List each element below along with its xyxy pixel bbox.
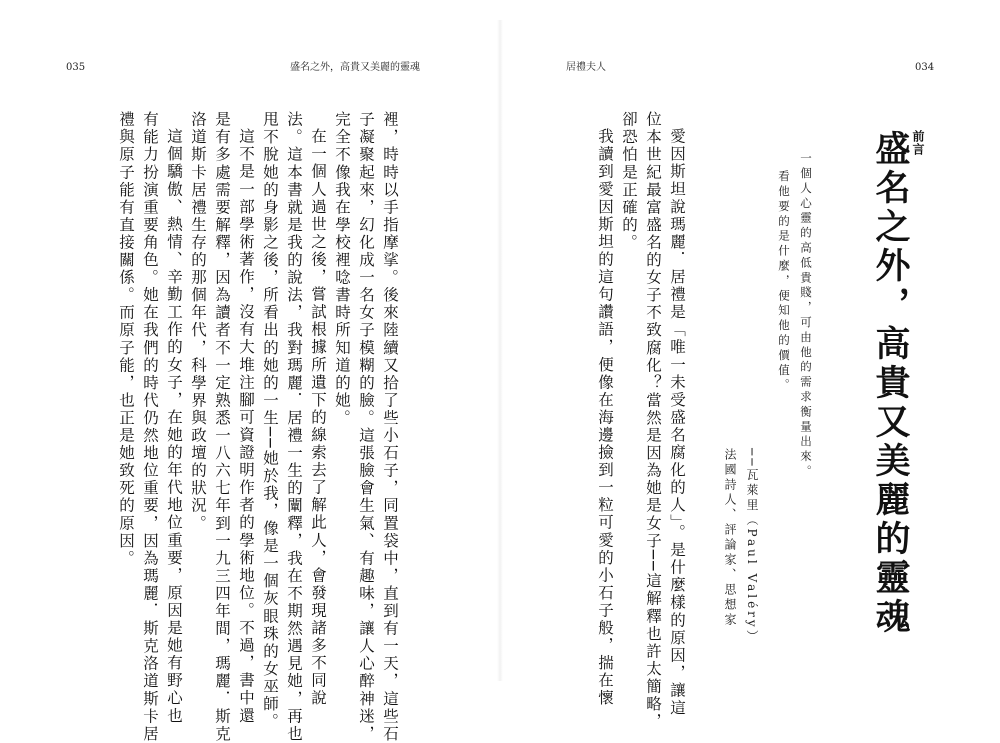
left-page-number: 035 xyxy=(66,62,86,73)
chapter-label: 前言 xyxy=(911,130,925,156)
page-gutter xyxy=(497,20,503,681)
epigraph-line-2: 看他要的是什麼，便知他的價值。 xyxy=(777,170,791,394)
left-body-line-5: 法。這本書就是我的說法，我對瑪麗．居禮一生的闡釋，我在不期然遇見她，再也 xyxy=(285,111,303,743)
left-running-header: 盛名之外，高貴又美麗的靈魂 xyxy=(290,62,420,73)
left-body-line-6: 甩不脫她的身影之後，所看出的她的一生──她於我，像是一個灰眼珠的女巫師。 xyxy=(261,111,279,731)
left-body-line-2: 子凝聚起來，幻化成一名女子模糊的臉。這張臉會生氣、有趣味，讓人心醉神迷， xyxy=(357,111,375,743)
left-body-line-7: 這不是一部學術著作，沒有大堆注腳可資證明作者的學術地位。不過，書中還 xyxy=(237,128,255,725)
right-body-line-1: 愛因斯坦說瑪麗．居禮是「唯一未受盛名腐化的人」。是什麼樣的原因，讓這 xyxy=(668,128,686,717)
chapter-title: 盛名之外，高貴又美麗的靈魂 xyxy=(870,130,911,637)
epigraph-author-title: 法國詩人、評論家、思想家 xyxy=(723,448,737,628)
right-page-number: 034 xyxy=(915,62,935,73)
right-running-header: 居禮夫人 xyxy=(566,62,606,73)
left-body-line-3: 完全不像我在學校裡唸書時所知道的她。 xyxy=(333,111,351,427)
left-body-line-4: 在一個人過世之後，嘗試根據所遺下的線索去了解此人，會發現諸多不同說 xyxy=(309,128,327,708)
right-body-line-2: 位本世紀最富盛名的女子不致腐化？當然是因為她是女子──這解釋也許太簡略， xyxy=(644,111,662,731)
left-body-line-11: 有能力扮演重要角色。她在我們的時代仍然地位重要，因為瑪麗．斯克洛道斯卡居 xyxy=(141,111,159,743)
left-body-line-1: 裡，時時以手指摩挲。後來陸續又拾了些小石子，同置袋中，直到有一天，這些石 xyxy=(381,111,399,743)
epigraph-author: ──瓦萊里（Paul Valéry） xyxy=(745,448,759,645)
left-body-line-8: 是有多處需要解釋，因為讀者不一定熟悉一八六七年到一九三四年間，瑪麗．斯克 xyxy=(213,111,231,743)
left-body-line-10: 這個驕傲、熱情、辛勤工作的女子，在她的年代地位重要，原因是她有野心也 xyxy=(165,128,183,725)
right-body-line-3: 卻恐怕是正確的。 xyxy=(620,111,638,252)
left-body-line-12: 禮與原子能有直接關係。而原子能，也正是她致死的原因。 xyxy=(117,111,135,568)
left-body-line-9: 洛道斯卡居禮生存的那個年代，科學界與政壇的狀況。 xyxy=(189,111,207,533)
epigraph-line-1: 一個人心靈的高低貴賤，可由他的需求衡量出來。 xyxy=(799,152,813,480)
right-body-line-4: 我讀到愛因斯坦的這句讚語，便像在海邊撿到一粒可愛的小石子般，揣在懷 xyxy=(596,128,614,708)
